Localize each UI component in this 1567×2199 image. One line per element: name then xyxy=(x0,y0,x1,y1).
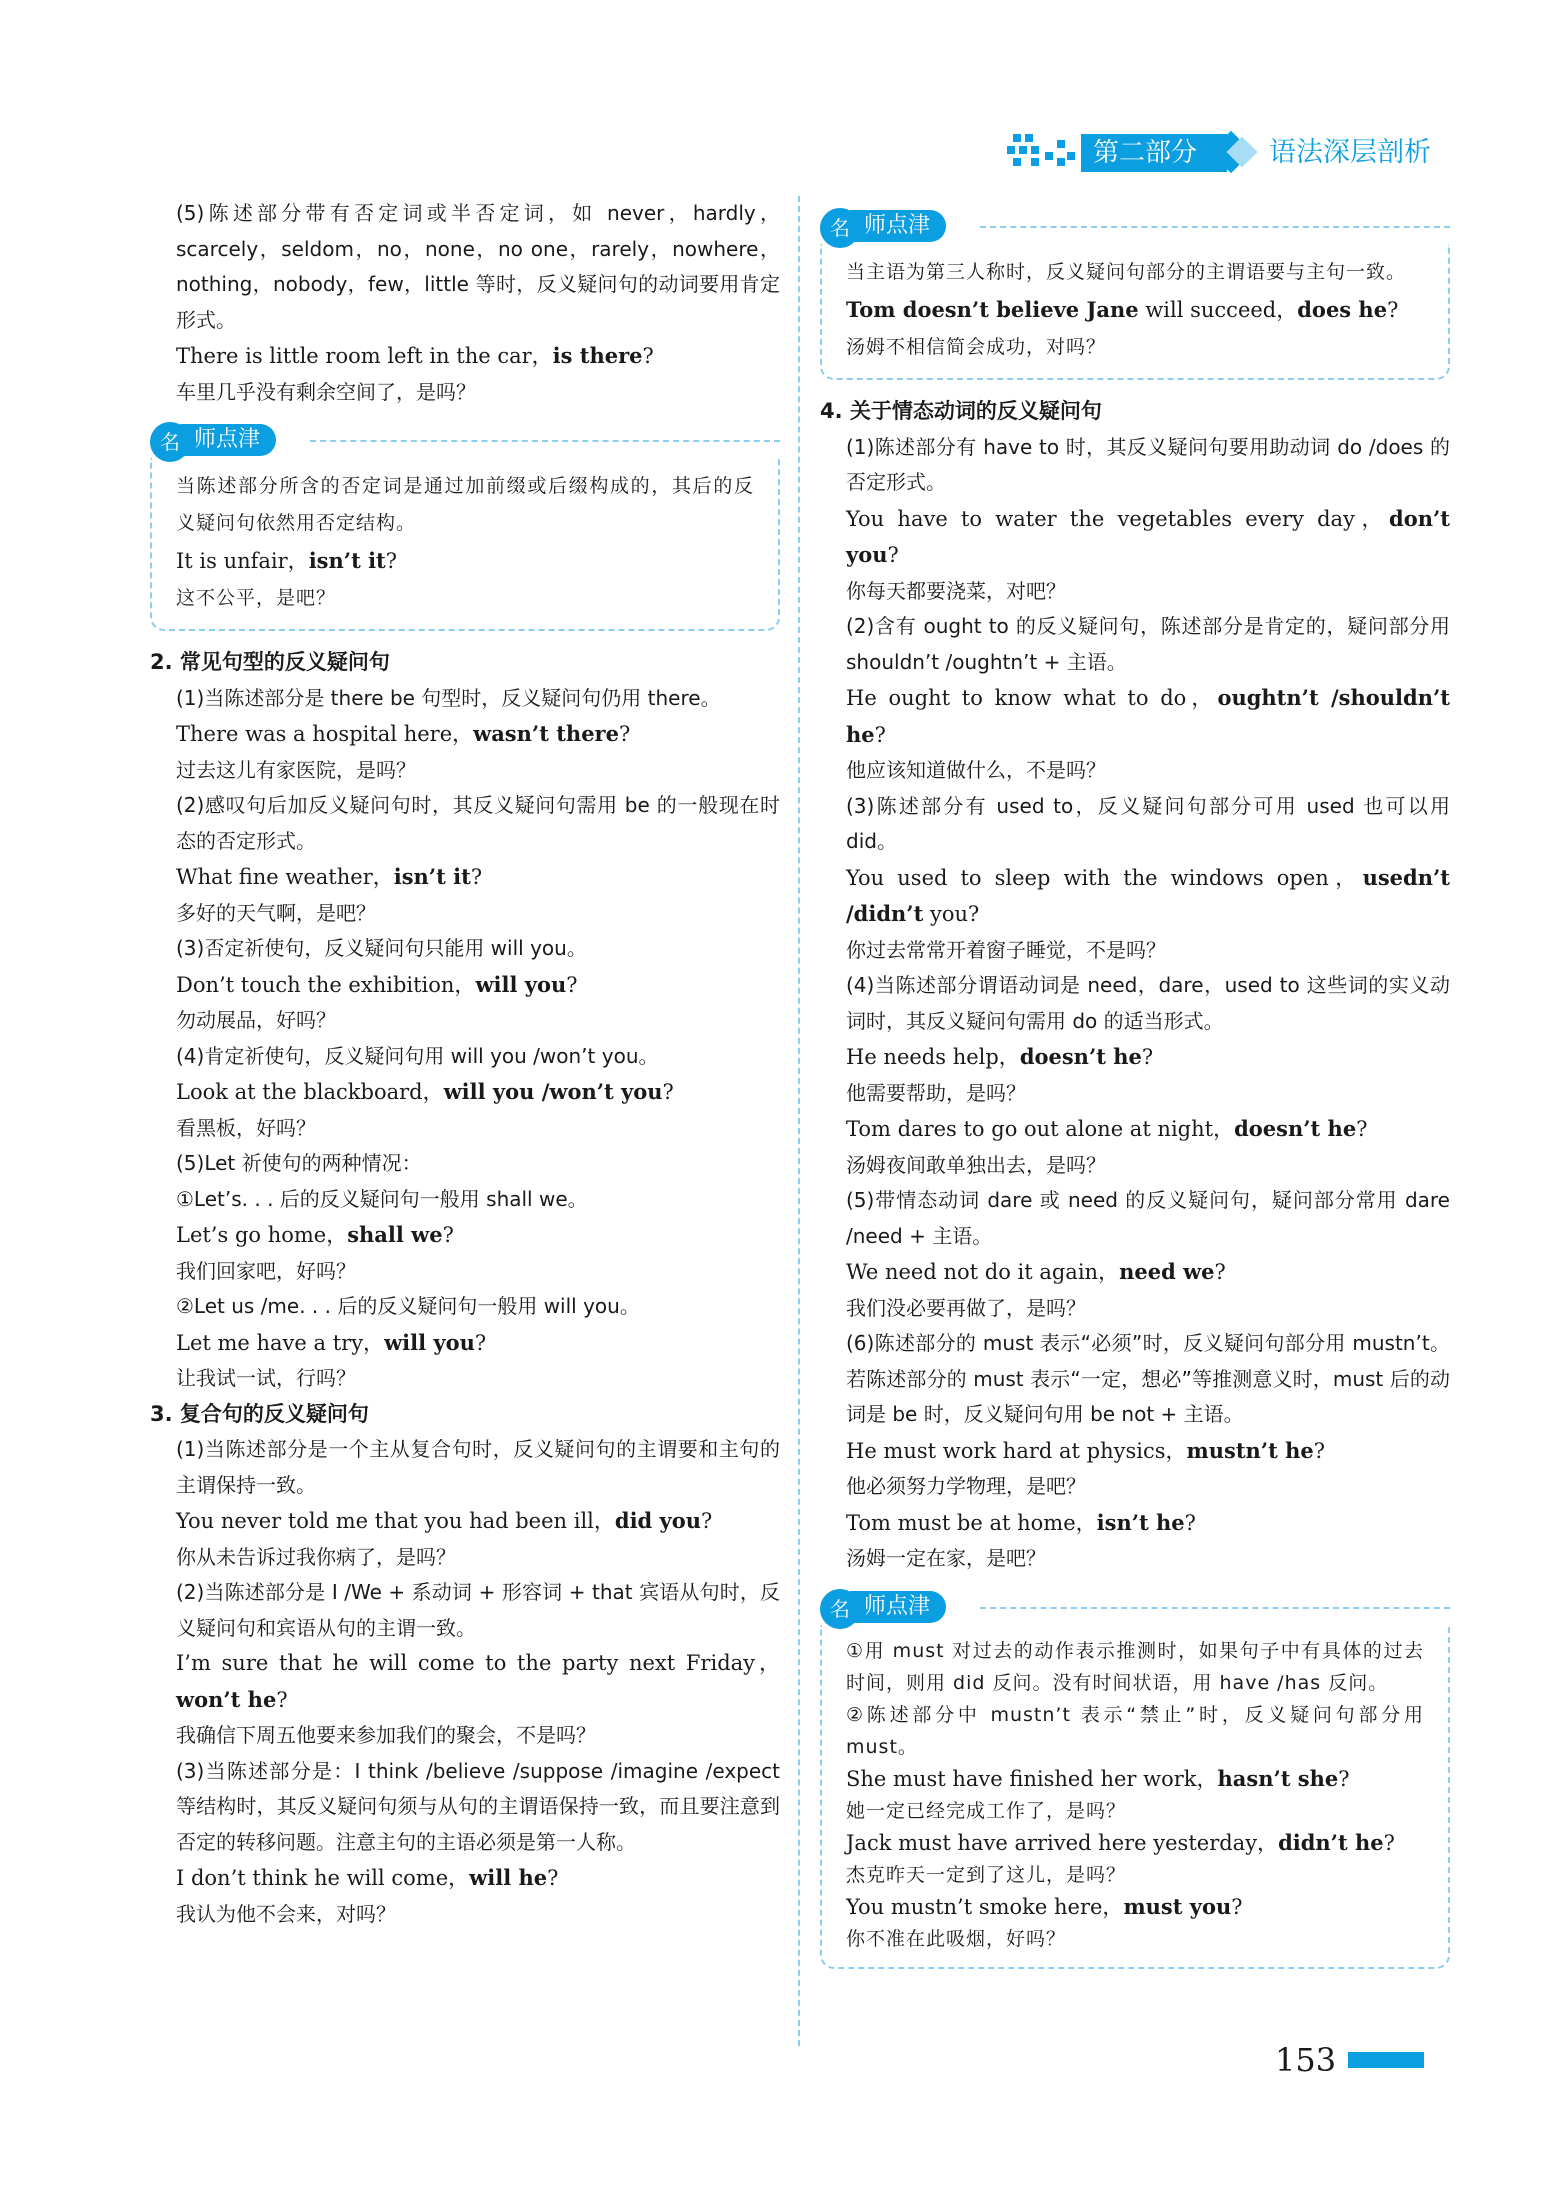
example-sentence: I don’t think he will come，will he? xyxy=(176,1865,559,1890)
note-translation: 你不准在此吸烟，好吗？ xyxy=(846,1927,1067,1950)
example-translation: 他必须努力学物理，是吧？ xyxy=(846,1474,1086,1498)
rule-text: (1)当陈述部分是一个主从复合句时，反义疑问句的主谓要和主句的主谓保持一致。 xyxy=(176,1437,780,1497)
note-translation: 杰克昨天一定到了这儿，是吗？ xyxy=(846,1863,1127,1886)
example-translation: 你从未告诉过我你病了，是吗？ xyxy=(176,1544,456,1569)
section-heading: 2. 常见句型的反义疑问句 xyxy=(150,650,390,674)
header-part-badge: 第二部分 xyxy=(1081,134,1227,172)
page-number-bar xyxy=(1348,2052,1424,2068)
section-heading: 4. 关于情态动词的反义疑问句 xyxy=(820,399,1102,423)
page-header xyxy=(1005,128,1445,180)
note-translation: 这不公平，是吧？ xyxy=(176,587,337,609)
example-sentence: Tom dares to go out alone at night，doesn’t he? xyxy=(846,1116,1368,1141)
example-sentence: What fine weather，isn’t it? xyxy=(176,864,483,889)
rule-text: (1)陈述部分有 have to 时，其反义疑问句要用助动词 do /does 的否定形式。 xyxy=(846,434,1450,494)
header-grid-icon xyxy=(1005,132,1077,174)
example-sentence: You never told me that you had been ill，did you? xyxy=(176,1508,713,1533)
example-translation: 你过去常常开着窗子睡觉，不是吗？ xyxy=(846,937,1166,962)
rule-text: (2)感叹句后加反义疑问句时，其反义疑问句需用 be 的一般现在时态的否定形式。 xyxy=(176,793,780,853)
example-translation: 过去这儿有家医院，是吗？ xyxy=(176,757,416,782)
example-translation: 车里几乎没有剩余空间了，是吗？ xyxy=(176,379,476,404)
example-sentence: I’m sure that he will come to the party next Friday，won’t he? xyxy=(176,1651,780,1712)
note-translation: 汤姆不相信简会成功，对吗？ xyxy=(846,336,1107,358)
example-translation: 看黑板，好吗？ xyxy=(176,1115,316,1140)
rule-text: (3)当陈述部分是：I think /believe /suppose /imagine /expect 等结构时，其反义疑问句须与从句的主谓语保持一致，而且要注意到否定的转移问题。注意主句的主语必须是第一人称。 xyxy=(176,1758,780,1854)
rule-subtext: ①Let’s. . . 后的反义疑问句一般用 shall we。 xyxy=(176,1186,588,1211)
note-translation: 她一定已经完成工作了，是吗？ xyxy=(846,1799,1127,1822)
rule-text: (4)肯定祈使句，反义疑问句用 will you /won’t you。 xyxy=(176,1043,659,1068)
note-text: 当主语为第三人称时，反义疑问句部分的主谓语要与主句一致。 xyxy=(846,261,1407,283)
example-translation: 我们回家吧，好吗？ xyxy=(176,1258,356,1283)
rule-text: (3)陈述部分有 used to，反义疑问句部分可用 used 也可以用 did。 xyxy=(846,793,1450,853)
note-example: Tom doesn’t believe Jane will succeed，does he? xyxy=(846,297,1399,322)
ming-badge-icon: 名 xyxy=(150,422,190,462)
header-title: 语法深层剖析 xyxy=(1269,137,1431,168)
note-label: 师点津 xyxy=(850,210,946,242)
note-text: ①用 must 对过去的动作表示推测时，如果句子中有具体的过去时间，则用 did 反问。没有时间状语，用 have /has 反问。 xyxy=(846,1639,1424,1694)
note-label: 师点津 xyxy=(850,1591,946,1623)
example-translation: 汤姆夜间敢单独出去，是吗？ xyxy=(846,1152,1106,1177)
column-divider xyxy=(798,196,800,2046)
example-translation: 勿动展品，好吗？ xyxy=(176,1008,336,1032)
rule-text: (4)当陈述部分谓语动词是 need，dare，used to 这些词的实义动词时，其反义疑问句需用 do 的适当形式。 xyxy=(846,973,1450,1033)
rule-text: (6)陈述部分的 must 表示“必须”时，反义疑问句部分用 mustn’t。若陈述部分的 must 表示“一定，想必”等推测意义时，must 后的动词是 be 时，反义疑问句用 be not + 主语。 xyxy=(846,1331,1450,1426)
rule-text: (5)Let 祈使句的两种情况： xyxy=(176,1151,422,1175)
note-example: You mustn’t smoke here，must you? xyxy=(846,1893,1243,1919)
rule-text: (3)否定祈使句，反义疑问句只能用 will you。 xyxy=(176,936,587,960)
note-dashed-line xyxy=(310,440,780,442)
section-heading: 3. 复合句的反义疑问句 xyxy=(150,1401,369,1426)
example-sentence: He ought to know what to do，oughtn’t /shouldn’t he? xyxy=(846,685,1450,747)
note-dashed-line xyxy=(980,226,1450,228)
example-sentence: He must work hard at physics，mustn’t he? xyxy=(846,1437,1326,1463)
example-translation: 你每天都要浇菜，对吧？ xyxy=(846,578,1066,603)
example-sentence: There was a hospital here，wasn’t there? xyxy=(176,721,631,746)
example-sentence: We need not do it again，need we? xyxy=(846,1259,1226,1284)
note-text: 当陈述部分所含的否定词是通过加前缀或后缀构成的，其后的反义疑问句依然用否定结构。 xyxy=(176,475,754,534)
example-sentence: Let me have a try，will you? xyxy=(176,1329,487,1355)
example-translation: 我确信下周五他要来参加我们的聚会，不是吗？ xyxy=(176,1723,596,1747)
note-text: ②陈述部分中 mustn’t 表示“禁止”时，反义疑问句部分用 must。 xyxy=(846,1703,1424,1758)
ming-badge-icon: 名 xyxy=(820,1589,860,1629)
note-example: It is unfair，isn’t it? xyxy=(176,548,398,573)
ming-badge-icon: 名 xyxy=(820,208,860,248)
page-number: 153 xyxy=(1275,2041,1337,2079)
note-dashed-line xyxy=(980,1607,1450,1609)
example-translation: 他需要帮助，是吗？ xyxy=(846,1080,1026,1105)
example-translation: 让我试一试，行吗？ xyxy=(176,1366,356,1390)
example-sentence: He needs help，doesn’t he? xyxy=(846,1044,1154,1069)
example-sentence: You used to sleep with the windows open，usedn’t /didn’t you? xyxy=(846,864,1450,926)
example-translation: 多好的天气啊，是吧？ xyxy=(176,900,376,925)
example-translation: 我认为他不会来，对吗？ xyxy=(176,1901,396,1926)
example-sentence: There is little room left in the car，is there? xyxy=(176,343,654,368)
rule-subtext: ②Let us /me. . . 后的反义疑问句一般用 will you。 xyxy=(176,1294,640,1318)
teacher-note-box xyxy=(820,208,1450,380)
teacher-note-box xyxy=(150,422,780,631)
example-sentence: Tom must be at home，isn’t he? xyxy=(846,1509,1196,1535)
example-translation: 我们没必要再做了，是吗？ xyxy=(846,1295,1086,1320)
rule-text: (2)当陈述部分是 I /We + 系动词 + 形容词 + that 宾语从句时，反义疑问句和宾语从句的主谓一致。 xyxy=(176,1580,780,1640)
example-sentence: Let’s go home，shall we? xyxy=(176,1222,454,1247)
point-5-text: (5)陈述部分带有否定词或半否定词，如 never，hardly，scarcely，seldom，no，none，no one，rarely，nowhere，nothing，nobody，few，little 等时，反义疑问句的动词要用肯定形式。 xyxy=(176,201,780,332)
note-label: 师点津 xyxy=(180,424,276,456)
rule-text: (2)含有 ought to 的反义疑问句，陈述部分是肯定的，疑问部分用 shouldn’t /oughtn’t + 主语。 xyxy=(846,614,1450,674)
example-translation: 汤姆一定在家，是吧？ xyxy=(846,1546,1046,1570)
teacher-note-box xyxy=(820,1589,1450,1969)
note-example: Jack must have arrived here yesterday，didn’t he? xyxy=(846,1829,1395,1855)
right-column xyxy=(820,196,1450,1983)
left-column xyxy=(150,196,780,1932)
example-sentence: Don’t touch the exhibition，will you? xyxy=(176,971,578,997)
rule-text: (1)当陈述部分是 there be 句型时，反义疑问句仍用 there。 xyxy=(176,685,721,710)
example-sentence: Look at the blackboard，will you /won’t you? xyxy=(176,1079,674,1104)
example-translation: 他应该知道做什么，不是吗？ xyxy=(846,758,1106,782)
example-sentence: You have to water the vegetables every day，don’t you? xyxy=(846,505,1450,567)
note-example: She must have finished her work，hasn’t she? xyxy=(846,1765,1350,1791)
rule-text: (5)带情态动词 dare 或 need 的反义疑问句，疑问部分常用 dare /need + 主语。 xyxy=(846,1188,1450,1248)
